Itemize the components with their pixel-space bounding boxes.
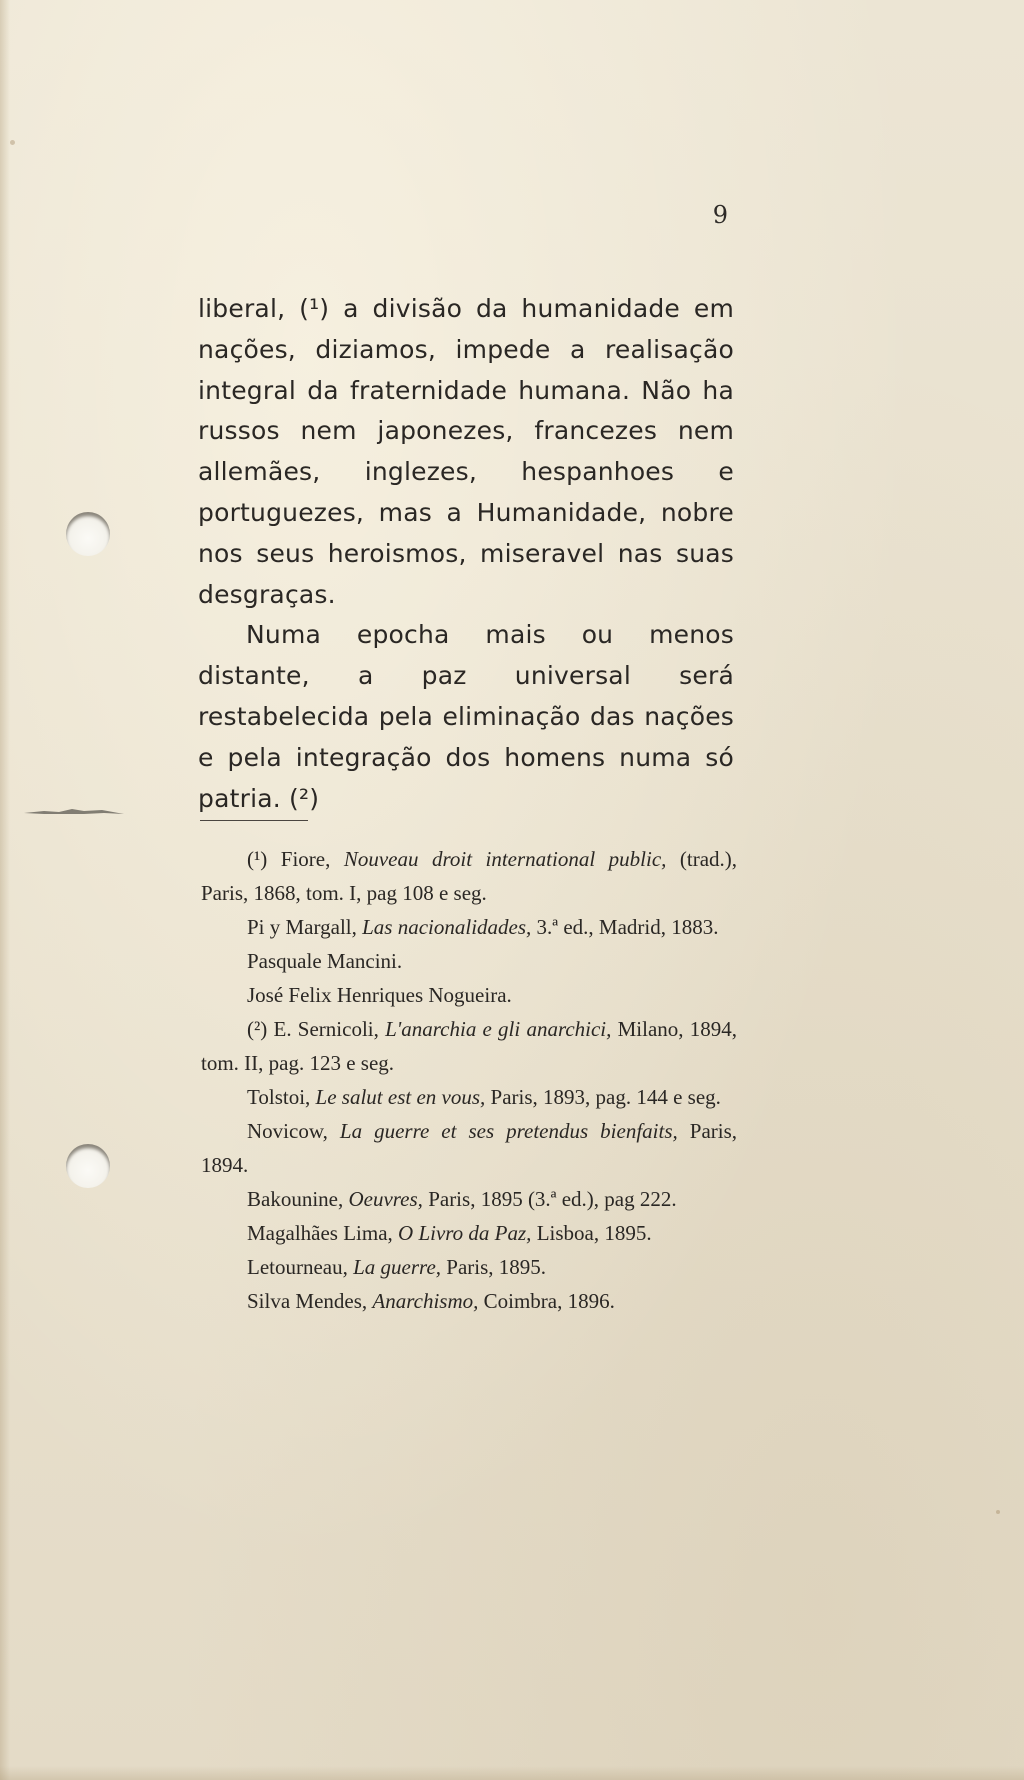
footnote-ref: (²) — [289, 783, 320, 813]
citation-title: Oeuvres, — [348, 1187, 423, 1211]
citation-details: Lisboa, 1895. — [536, 1221, 652, 1245]
citation-details: Milano, 1894, tom. II, pag. 123 e seg. — [201, 1017, 737, 1075]
citation-entry — [201, 1250, 737, 1284]
citation-author: José Felix Henriques Nogueira. — [247, 983, 512, 1007]
citation-author: Tolstoi, — [247, 1085, 311, 1109]
footnote-marker: (²) — [247, 1017, 268, 1041]
citation-title: Las nacionalidades, — [362, 915, 532, 939]
citation-details: Paris, 1895. — [446, 1255, 547, 1279]
citation-author: Novicow, — [247, 1119, 328, 1143]
punch-hole-icon — [66, 512, 110, 556]
citation-entry — [201, 978, 737, 1012]
citation-author: Pi y Margall, — [247, 915, 357, 939]
footnote-ref: (¹) — [299, 294, 330, 323]
page-edge-shadow — [0, 0, 10, 1780]
paragraph-text: liberal, — [198, 294, 300, 323]
citation-title: L'anarchia e gli anarchici, — [385, 1017, 612, 1041]
citation-title: Nouveau droit international public, — [343, 847, 667, 871]
citation-title: La guerre, — [353, 1255, 442, 1279]
body-paragraph-2 — [198, 615, 734, 819]
citation-entry — [201, 1216, 737, 1250]
citation-title: Anarchismo, — [372, 1289, 479, 1313]
citation-entry — [201, 910, 737, 944]
citation-details: (trad.), Paris, 1868, tom. I, pag 108 e seg. — [201, 847, 738, 905]
citation-entry — [201, 1114, 737, 1182]
citation-details: Paris, 1894. — [201, 1119, 738, 1177]
citation-author: E. Sernicoli, — [273, 1017, 379, 1041]
footnote-2 — [201, 1012, 737, 1080]
punch-hole-icon — [66, 1144, 110, 1188]
footnotes — [201, 842, 737, 1318]
citation-entry — [201, 1182, 737, 1216]
body-paragraph-1 — [198, 289, 734, 615]
paper-stain — [996, 1510, 1000, 1514]
footnote-marker: (¹) — [247, 847, 268, 871]
citation-author: Fiore, — [280, 847, 331, 871]
citation-author: Silva Mendes, — [247, 1289, 368, 1313]
page-number: 9 — [712, 201, 728, 229]
paragraph-text: Numa epocha mais ou menos distante, a paz universal será restabelecida pela eliminação das nações e pela integração dos homens numa só patria. — [198, 620, 734, 813]
citation-author: Pasquale Mancini. — [247, 949, 403, 973]
citation-details: Paris, 1893, pag. 144 e seg. — [490, 1085, 721, 1109]
citation-entry — [201, 1284, 737, 1318]
footnote-separator — [200, 820, 308, 821]
citation-title: Le salut est en vous, — [315, 1085, 486, 1109]
citation-entry — [201, 1080, 737, 1114]
main-text — [198, 289, 734, 819]
footnote-1 — [201, 842, 737, 910]
citation-entry — [201, 944, 737, 978]
page-bottom-shadow — [0, 1766, 1024, 1780]
paragraph-text: a divisão da humanidade em nações, diziamos, impede a realisação integral da fraternidade humana. Não ha russos nem japonezes, francezes nem allemães, inglezes, hespanhoes e portuguezes, mas a Humanidade, nobre nos seus heroismos, miseravel nas suas desgraças. — [198, 294, 734, 609]
ink-smudge-icon — [24, 806, 124, 816]
citation-title: O Livro da Paz, — [398, 1221, 532, 1245]
citation-title: La guerre et ses pretendus bienfaits, — [339, 1119, 678, 1143]
citation-author: Bakounine, — [247, 1187, 344, 1211]
citation-details: 3.ª ed., Madrid, 1883. — [536, 915, 719, 939]
citation-author: Letourneau, — [247, 1255, 348, 1279]
paper-stain — [10, 140, 15, 145]
citation-details: Paris, 1895 (3.ª ed.), pag 222. — [428, 1187, 677, 1211]
citation-author: Magalhães Lima, — [247, 1221, 393, 1245]
citation-details: Coimbra, 1896. — [483, 1289, 615, 1313]
